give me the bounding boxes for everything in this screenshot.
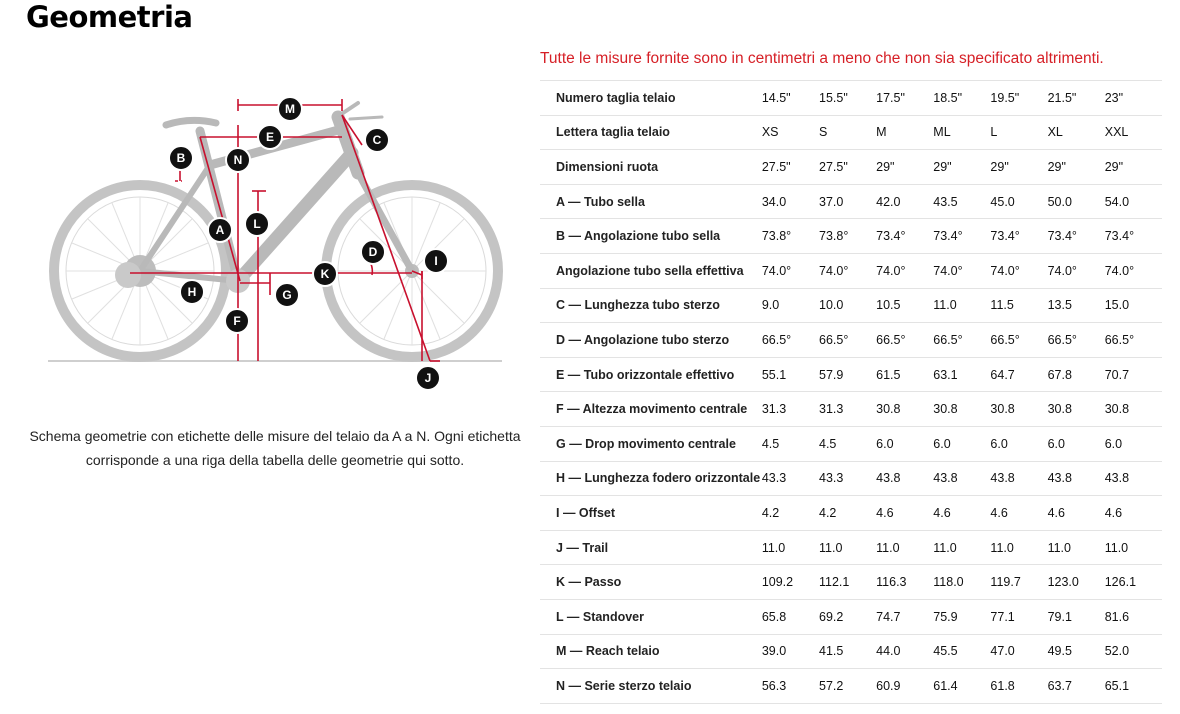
- table-cell: 29": [990, 150, 1047, 185]
- table-cell: 66.5°: [1105, 323, 1162, 358]
- table-cell: 61.4: [933, 669, 990, 704]
- table-row: [540, 669, 1162, 704]
- table-cell: 30.8: [1105, 392, 1162, 427]
- table-row: [540, 565, 1162, 600]
- table-row: [540, 288, 1162, 323]
- table-cell: 61.8: [990, 669, 1047, 704]
- table-cell: 4.6: [1048, 496, 1105, 531]
- table-cell: 11.0: [1048, 530, 1105, 565]
- table-cell: 11.0: [990, 530, 1047, 565]
- table-cell: 23": [1105, 81, 1162, 116]
- table-cell: 63.7: [1048, 669, 1105, 704]
- row-label: J — Trail: [540, 530, 762, 565]
- table-cell: 4.6: [933, 496, 990, 531]
- table-cell: 6.0: [876, 426, 933, 461]
- diagram-caption: Schema geometrie con etichette delle misure del telaio da A a N. Ogni etichetta corrisponde a una riga della tabella delle geometrie qui sotto.: [29, 428, 521, 468]
- table-cell: 57.2: [819, 669, 876, 704]
- callout-k: [313, 262, 337, 286]
- table-cell: 66.5°: [762, 323, 819, 358]
- table-row: [540, 219, 1162, 254]
- table-cell: 18.5": [933, 81, 990, 116]
- svg-text:H: H: [187, 285, 197, 299]
- table-cell: 66.5°: [990, 323, 1047, 358]
- callout-j: [416, 366, 440, 390]
- callout-d: [361, 240, 385, 264]
- table-row: [540, 634, 1162, 669]
- table-cell: 13.5: [1048, 288, 1105, 323]
- table-cell: 30.8: [1048, 392, 1105, 427]
- table-cell: 74.0°: [762, 253, 819, 288]
- table-cell: 69.2: [819, 599, 876, 634]
- table-cell: 119.7: [990, 565, 1047, 600]
- table-cell: 77.1: [990, 599, 1047, 634]
- svg-text:F: F: [233, 314, 241, 328]
- table-cell: 4.6: [990, 496, 1047, 531]
- table-row: [540, 496, 1162, 531]
- table-cell: 4.2: [762, 496, 819, 531]
- units-note: Tutte le misure fornite sono in centimetri a meno che non sia specificato altrimenti.: [540, 50, 1104, 67]
- table-cell: 126.1: [1105, 565, 1162, 600]
- table-cell: 43.8: [933, 461, 990, 496]
- table-cell: 4.5: [762, 426, 819, 461]
- table-cell: 27.5": [819, 150, 876, 185]
- table-cell: 4.6: [1105, 496, 1162, 531]
- table-cell: 79.1: [1048, 599, 1105, 634]
- table-cell: 30.8: [933, 392, 990, 427]
- table-cell: 67.8: [1048, 357, 1105, 392]
- table-cell: 66.5°: [876, 323, 933, 358]
- callout-m: [278, 97, 302, 121]
- svg-text:A: A: [215, 223, 225, 237]
- table-row: [540, 426, 1162, 461]
- table-cell: 44.0: [876, 634, 933, 669]
- table-cell: 11.5: [990, 288, 1047, 323]
- table-cell: 41.5: [819, 634, 876, 669]
- svg-text:J: J: [424, 371, 432, 385]
- table-cell: 4.5: [819, 426, 876, 461]
- row-label: E — Tubo orizzontale effettivo: [540, 357, 762, 392]
- row-label: Lettera taglia telaio: [540, 115, 762, 150]
- table-cell: 123.0: [1048, 565, 1105, 600]
- table-cell: 61.5: [876, 357, 933, 392]
- table-cell: 14.5": [762, 81, 819, 116]
- table-cell: 29": [933, 150, 990, 185]
- table-cell: 73.8°: [819, 219, 876, 254]
- svg-text:N: N: [233, 153, 243, 167]
- table-cell: 74.0°: [819, 253, 876, 288]
- table-cell: 74.7: [876, 599, 933, 634]
- table-row: [540, 392, 1162, 427]
- table-cell: 17.5": [876, 81, 933, 116]
- table-row: [540, 115, 1162, 150]
- table-cell: 118.0: [933, 565, 990, 600]
- svg-text:B: B: [176, 151, 186, 165]
- table-cell: 73.4°: [876, 219, 933, 254]
- table-cell: 30.8: [876, 392, 933, 427]
- table-cell: 43.8: [990, 461, 1047, 496]
- table-cell: 11.0: [1105, 530, 1162, 565]
- svg-text:M: M: [285, 102, 295, 116]
- callout-g: [275, 283, 299, 307]
- table-cell: 70.7: [1105, 357, 1162, 392]
- table-cell: 47.0: [990, 634, 1047, 669]
- callout-f: [225, 309, 249, 333]
- table-cell: 43.8: [1048, 461, 1105, 496]
- svg-text:E: E: [265, 130, 275, 144]
- table-cell: 43.8: [1105, 461, 1162, 496]
- table-cell: 75.9: [933, 599, 990, 634]
- table-row: [540, 150, 1162, 185]
- table-cell: XL: [1048, 115, 1105, 150]
- page-title: Geometria: [26, 0, 193, 34]
- table-cell: 74.0°: [990, 253, 1047, 288]
- table-cell: 109.2: [762, 565, 819, 600]
- table-cell: 31.3: [819, 392, 876, 427]
- table-row: [540, 530, 1162, 565]
- table-cell: L: [990, 115, 1047, 150]
- row-label: A — Tubo sella: [540, 184, 762, 219]
- table-cell: 10.5: [876, 288, 933, 323]
- table-cell: 21.5": [1048, 81, 1105, 116]
- table-cell: 6.0: [1048, 426, 1105, 461]
- table-cell: 31.3: [762, 392, 819, 427]
- table-cell: 74.0°: [876, 253, 933, 288]
- table-cell: 64.7: [990, 357, 1047, 392]
- callout-a: [208, 218, 232, 242]
- table-cell: 52.0: [1105, 634, 1162, 669]
- table-cell: 29": [1105, 150, 1162, 185]
- table-cell: 6.0: [1105, 426, 1162, 461]
- table-cell: 29": [876, 150, 933, 185]
- table-cell: 73.4°: [1048, 219, 1105, 254]
- table-cell: 6.0: [933, 426, 990, 461]
- table-cell: 73.4°: [1105, 219, 1162, 254]
- svg-text:C: C: [372, 133, 382, 147]
- table-cell: 4.2: [819, 496, 876, 531]
- row-label: Numero taglia telaio: [540, 81, 762, 116]
- svg-text:G: G: [282, 288, 292, 302]
- table-cell: 4.6: [876, 496, 933, 531]
- callout-h: [180, 280, 204, 304]
- table-cell: M: [876, 115, 933, 150]
- table-cell: 55.1: [762, 357, 819, 392]
- table-cell: 19.5": [990, 81, 1047, 116]
- table-cell: XXL: [1105, 115, 1162, 150]
- table-cell: 66.5°: [933, 323, 990, 358]
- table-cell: 112.1: [819, 565, 876, 600]
- table-row: [540, 599, 1162, 634]
- callout-i: [424, 249, 448, 273]
- table-row: [540, 184, 1162, 219]
- table-cell: 42.0: [876, 184, 933, 219]
- table-cell: 11.0: [933, 530, 990, 565]
- row-label: Angolazione tubo sella effettiva: [540, 253, 762, 288]
- table-cell: 15.5": [819, 81, 876, 116]
- row-label: I — Offset: [540, 496, 762, 531]
- table-cell: 43.3: [762, 461, 819, 496]
- callout-n: [226, 148, 250, 172]
- table-cell: 43.8: [876, 461, 933, 496]
- callout-l: [245, 212, 269, 236]
- table-row: [540, 323, 1162, 358]
- row-label: F — Altezza movimento centrale: [540, 392, 762, 427]
- table-cell: 50.0: [1048, 184, 1105, 219]
- table-cell: 9.0: [762, 288, 819, 323]
- table-cell: 45.5: [933, 634, 990, 669]
- table-cell: 49.5: [1048, 634, 1105, 669]
- row-label: G — Drop movimento centrale: [540, 426, 762, 461]
- table-cell: 65.1: [1105, 669, 1162, 704]
- callout-b: [169, 146, 193, 170]
- table-cell: 34.0: [762, 184, 819, 219]
- table-cell: 73.4°: [990, 219, 1047, 254]
- table-row: [540, 357, 1162, 392]
- table-cell: ML: [933, 115, 990, 150]
- table-row: [540, 461, 1162, 496]
- table-cell: 15.0: [1105, 288, 1162, 323]
- table-cell: 63.1: [933, 357, 990, 392]
- row-label: D — Angolazione tubo sterzo: [540, 323, 762, 358]
- table-cell: 29": [1048, 150, 1105, 185]
- table-cell: 60.9: [876, 669, 933, 704]
- row-label: H — Lunghezza fodero orizzontale: [540, 461, 762, 496]
- table-cell: 56.3: [762, 669, 819, 704]
- table-cell: 43.5: [933, 184, 990, 219]
- table-cell: 37.0: [819, 184, 876, 219]
- table-cell: 43.3: [819, 461, 876, 496]
- svg-text:K: K: [320, 267, 330, 281]
- geometry-table: [540, 80, 1162, 704]
- table-cell: 27.5": [762, 150, 819, 185]
- table-cell: 11.0: [933, 288, 990, 323]
- table-cell: 6.0: [990, 426, 1047, 461]
- table-cell: 74.0°: [1048, 253, 1105, 288]
- table-cell: 10.0: [819, 288, 876, 323]
- row-label: L — Standover: [540, 599, 762, 634]
- table-cell: S: [819, 115, 876, 150]
- table-row: [540, 253, 1162, 288]
- table-cell: 57.9: [819, 357, 876, 392]
- table-cell: 39.0: [762, 634, 819, 669]
- row-label: B — Angolazione tubo sella: [540, 219, 762, 254]
- row-label: C — Lunghezza tubo sterzo: [540, 288, 762, 323]
- table-cell: 74.0°: [933, 253, 990, 288]
- table-cell: 54.0: [1105, 184, 1162, 219]
- table-cell: 11.0: [762, 530, 819, 565]
- svg-text:D: D: [368, 245, 378, 259]
- table-cell: 11.0: [819, 530, 876, 565]
- callout-e: [258, 125, 282, 149]
- bike-geometry-diagram: [40, 95, 520, 395]
- row-label: Dimensioni ruota: [540, 150, 762, 185]
- row-label: N — Serie sterzo telaio: [540, 669, 762, 704]
- row-label: M — Reach telaio: [540, 634, 762, 669]
- table-cell: 81.6: [1105, 599, 1162, 634]
- table-cell: 11.0: [876, 530, 933, 565]
- table-cell: 66.5°: [1048, 323, 1105, 358]
- callout-c: [365, 128, 389, 152]
- table-cell: 73.4°: [933, 219, 990, 254]
- table-cell: 73.8°: [762, 219, 819, 254]
- svg-text:L: L: [253, 217, 261, 231]
- table-cell: 66.5°: [819, 323, 876, 358]
- table-cell: 116.3: [876, 565, 933, 600]
- table-row: [540, 81, 1162, 116]
- table-cell: 45.0: [990, 184, 1047, 219]
- table-cell: 65.8: [762, 599, 819, 634]
- table-cell: 74.0°: [1105, 253, 1162, 288]
- table-cell: 30.8: [990, 392, 1047, 427]
- svg-text:I: I: [434, 254, 438, 268]
- row-label: K — Passo: [540, 565, 762, 600]
- table-cell: XS: [762, 115, 819, 150]
